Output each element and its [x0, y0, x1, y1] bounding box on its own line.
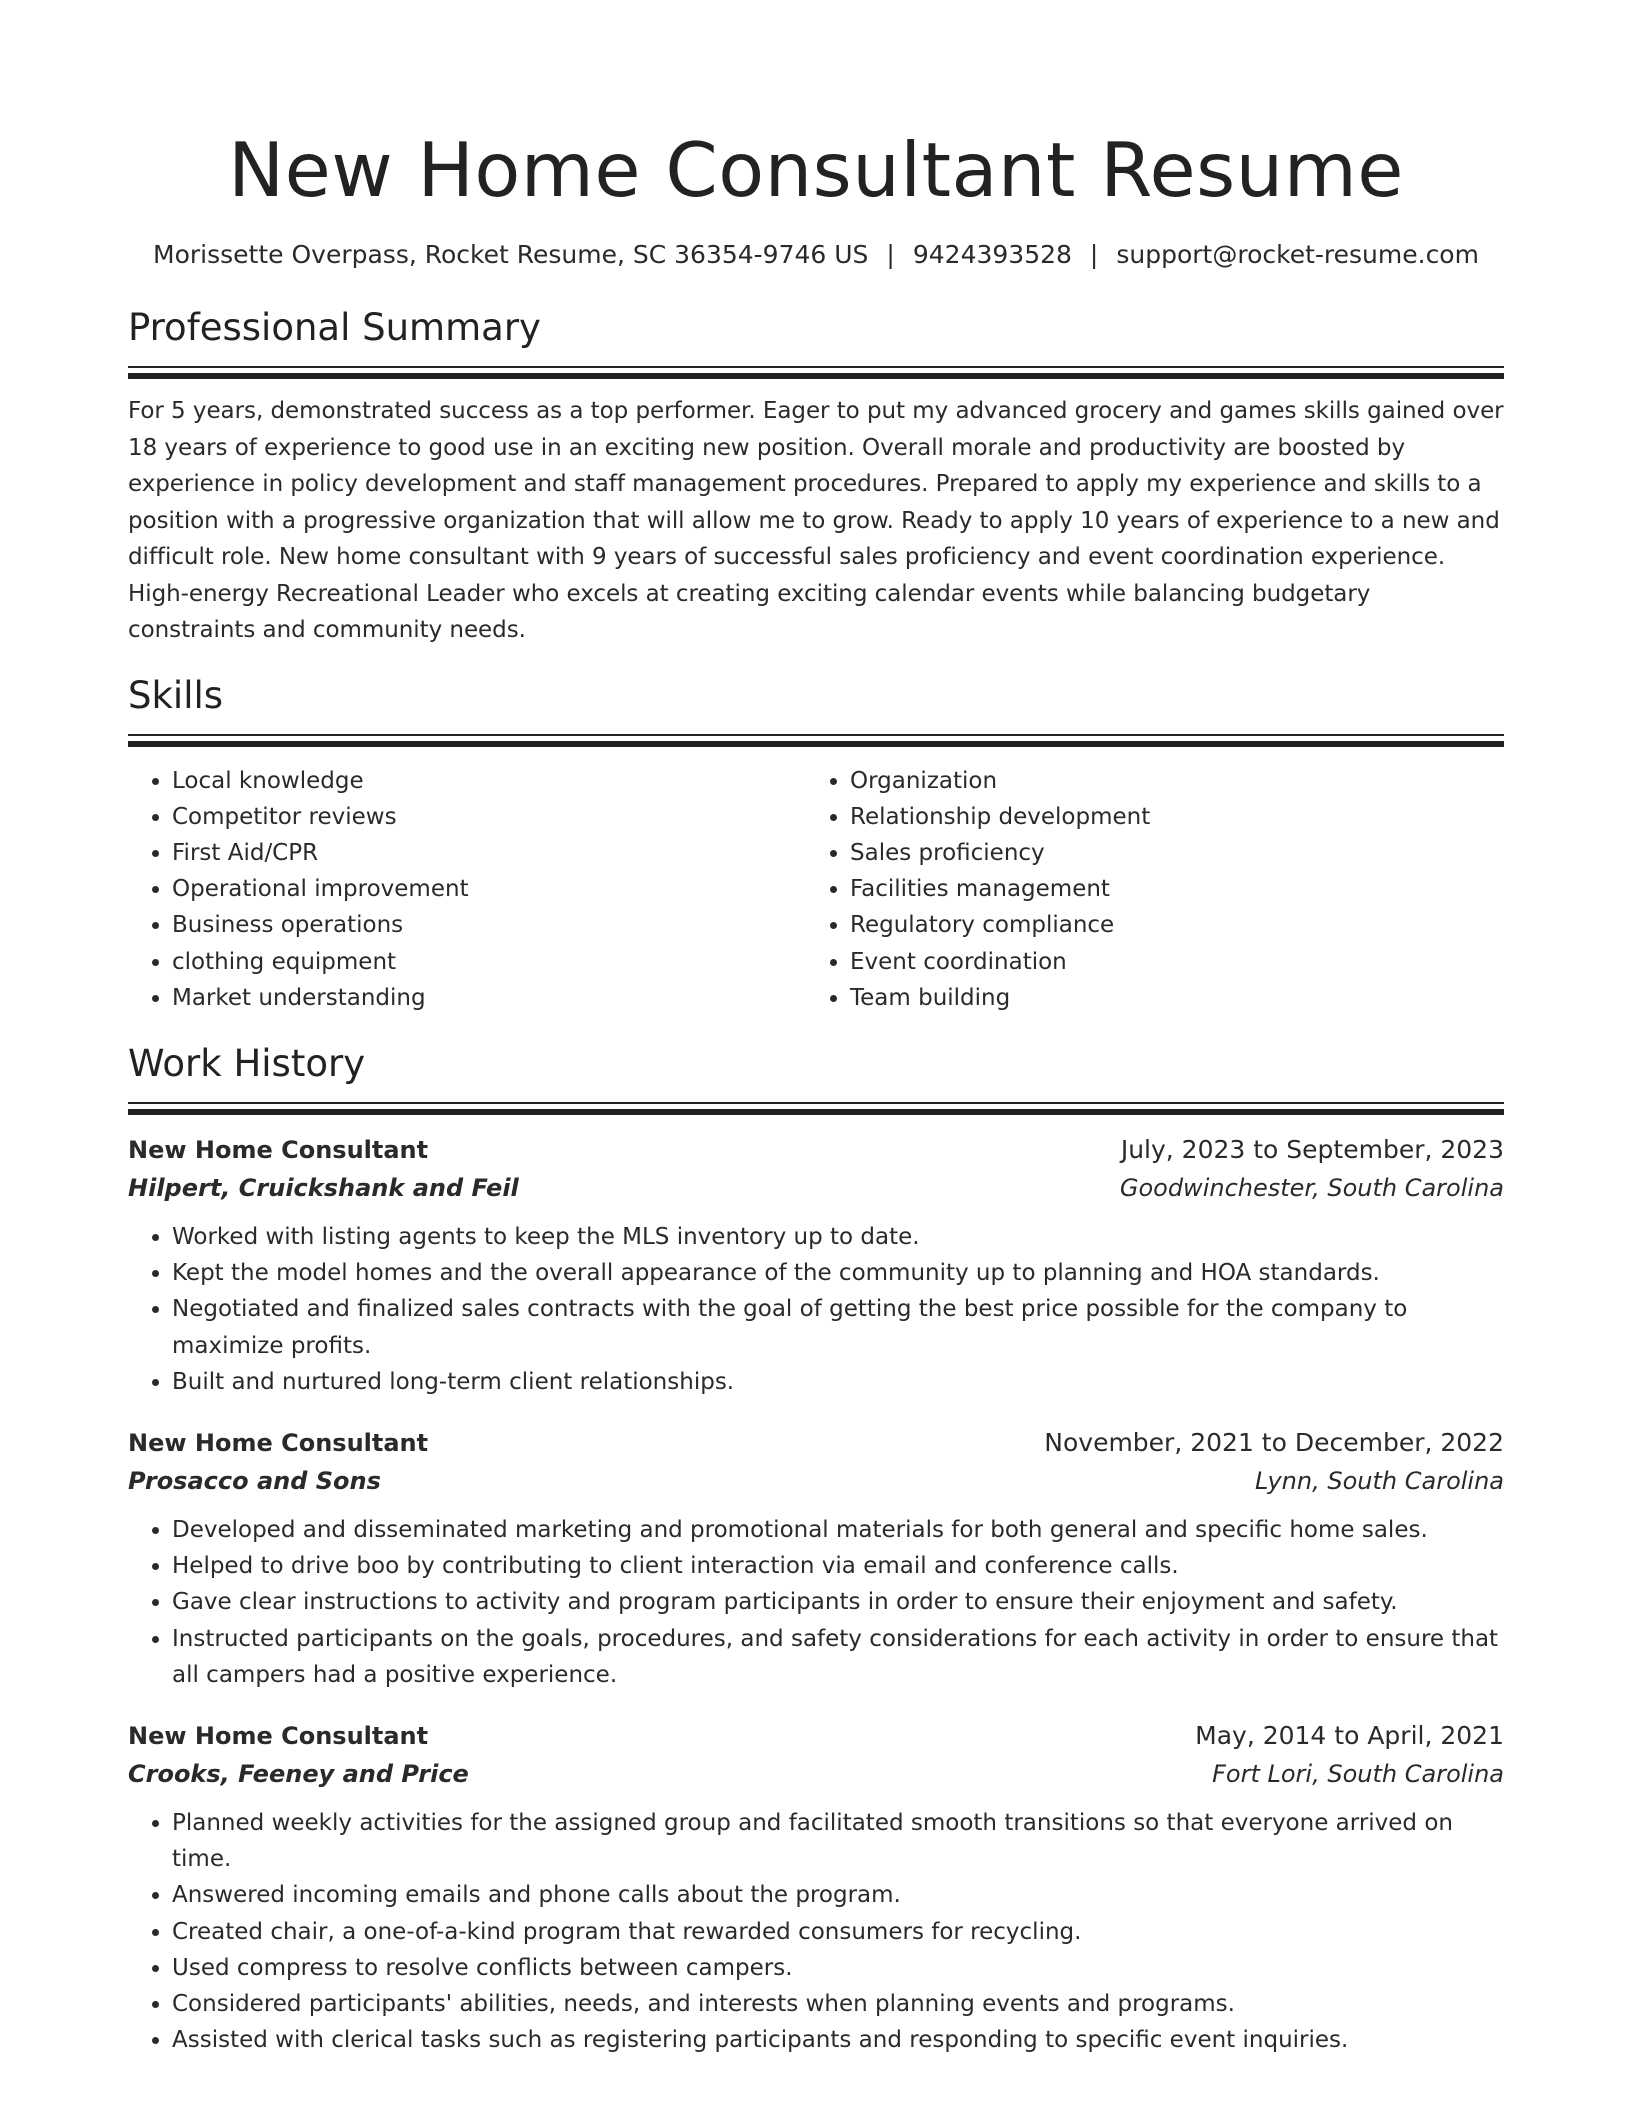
- skills-grid: [128, 763, 1504, 1016]
- skills-list-left: [128, 763, 806, 1016]
- section-divider-thick: [128, 1109, 1504, 1115]
- job-bullet: • Instructed participants on the goals, procedures, and safety considerations for each activity in order to ensure that all campers had a positive experience.: [172, 1621, 1504, 1693]
- job-bullet: • Built and nurtured long-term client relationships.: [172, 1364, 1504, 1400]
- job-bullet: • Considered participants' abilities, needs, and interests when planning events and programs.: [172, 1986, 1504, 2022]
- skill-item: • Business operations: [172, 907, 806, 943]
- job-company: Prosacco and Sons: [128, 1466, 381, 1495]
- skill-item: • Facilities management: [850, 871, 1484, 907]
- job-subheader-row: [128, 1169, 1504, 1207]
- contact-separator: |: [1089, 240, 1099, 269]
- section-divider-thick: [128, 373, 1504, 379]
- job-title: New Home Consultant: [128, 1135, 429, 1164]
- job-title: New Home Consultant: [128, 1721, 429, 1750]
- skill-item: • Regulatory compliance: [850, 907, 1484, 943]
- job-bullets: [128, 1805, 1504, 2058]
- skills-list-right: [806, 763, 1484, 1016]
- job-location: Goodwinchester, South Carolina: [1119, 1173, 1504, 1202]
- skill-item: • Market understanding: [172, 980, 806, 1016]
- skill-item: • Sales proficiency: [850, 835, 1484, 871]
- skill-item: • Relationship development: [850, 799, 1484, 835]
- skill-item: • First Aid/CPR: [172, 835, 806, 871]
- job-entry: [128, 1717, 1504, 2058]
- job-company: Crooks, Feeney and Price: [128, 1759, 469, 1788]
- job-bullet: • Gave clear instructions to activity and program participants in order to ensure their enjoyment and safety.: [172, 1584, 1504, 1620]
- job-header-row: [128, 1717, 1504, 1755]
- resume-title: New Home Consultant Resume: [228, 126, 1404, 214]
- job-title: New Home Consultant: [128, 1428, 429, 1457]
- job-bullets: [128, 1219, 1504, 1400]
- job-bullets: [128, 1512, 1504, 1693]
- job-bullet: • Answered incoming emails and phone calls about the program.: [172, 1877, 1504, 1913]
- job-dates: May, 2014 to April, 2021: [1195, 1720, 1504, 1750]
- skill-item: • Team building: [850, 980, 1484, 1016]
- skill-item: • Competitor reviews: [172, 799, 806, 835]
- skill-item: • Event coordination: [850, 944, 1484, 980]
- job-header-row: [128, 1131, 1504, 1169]
- skills-section: [128, 672, 1504, 1016]
- work-history-section: [128, 1040, 1504, 2058]
- job-bullet: • Developed and disseminated marketing and promotional materials for both general and specific home sales.: [172, 1512, 1504, 1548]
- job-company: Hilpert, Cruickshank and Feil: [128, 1173, 519, 1202]
- section-divider-thick: [128, 741, 1504, 747]
- summary-heading: Professional Summary: [128, 306, 541, 349]
- job-dates: November, 2021 to December, 2022: [1044, 1427, 1504, 1457]
- contact-separator: |: [886, 240, 895, 269]
- section-divider-thin: [128, 734, 1504, 736]
- contact-line: [128, 238, 1504, 272]
- resume-page: [128, 0, 1504, 2058]
- contact-email: support@rocket-resume.com: [1116, 240, 1479, 269]
- job-entry: [128, 1424, 1504, 1693]
- job-location: Lynn, South Carolina: [1254, 1466, 1504, 1495]
- skill-item: • Operational improvement: [172, 871, 806, 907]
- job-subheader-row: [128, 1462, 1504, 1500]
- job-bullet: • Negotiated and finalized sales contracts with the goal of getting the best price possible for the company to maximize profits.: [172, 1291, 1504, 1363]
- job-bullet: • Kept the model homes and the overall appearance of the community up to planning and HOA standards.: [172, 1255, 1504, 1291]
- job-bullet: • Planned weekly activities for the assigned group and facilitated smooth transitions so that everyone arrived on time.: [172, 1805, 1504, 1877]
- job-bullet: • Created chair, a one-of-a-kind program that rewarded consumers for recycling.: [172, 1914, 1504, 1950]
- contact-phone: 9424393528: [912, 240, 1072, 269]
- job-bullet: • Used compress to resolve conflicts between campers.: [172, 1950, 1504, 1986]
- section-divider-thin: [128, 1102, 1504, 1104]
- job-entry: [128, 1131, 1504, 1400]
- section-divider-thin: [128, 366, 1504, 368]
- job-header-row: [128, 1424, 1504, 1462]
- job-dates: July, 2023 to September, 2023: [1120, 1134, 1504, 1164]
- skill-item: • Local knowledge: [172, 763, 806, 799]
- work-history-heading: Work History: [128, 1041, 366, 1085]
- summary-text: For 5 years, demonstrated success as a top performer. Eager to put my advanced grocery and games skills gained over 18 years of experience to good use in an exciting new position. Overall morale and productivity are boosted by experience in policy development and staff management procedures. Prepared to apply my experience and skills to a position with a progressive organization that will allow me to grow. Ready to apply 10 years of experience to a new and difficult role. New home consultant with 9 years of successful sales proficiency and event coordination experience. High-energy Recreational Leader who excels at creating exciting calendar events while balancing budgetary constraints and community needs.: [128, 398, 1504, 643]
- skill-item: • Organization: [850, 763, 1484, 799]
- job-bullet: • Assisted with clerical tasks such as registering participants and responding to specific event inquiries.: [172, 2022, 1504, 2058]
- skill-item: • clothing equipment: [172, 944, 806, 980]
- job-bullet: • Worked with listing agents to keep the MLS inventory up to date.: [172, 1219, 1504, 1255]
- skills-heading: Skills: [128, 673, 224, 717]
- job-subheader-row: [128, 1755, 1504, 1793]
- contact-address: Morissette Overpass, Rocket Resume, SC 36354-9746 US: [153, 240, 869, 269]
- summary-section: [128, 304, 1504, 649]
- job-location: Fort Lori, South Carolina: [1212, 1759, 1504, 1788]
- job-bullet: • Helped to drive boo by contributing to client interaction via email and conference calls.: [172, 1548, 1504, 1584]
